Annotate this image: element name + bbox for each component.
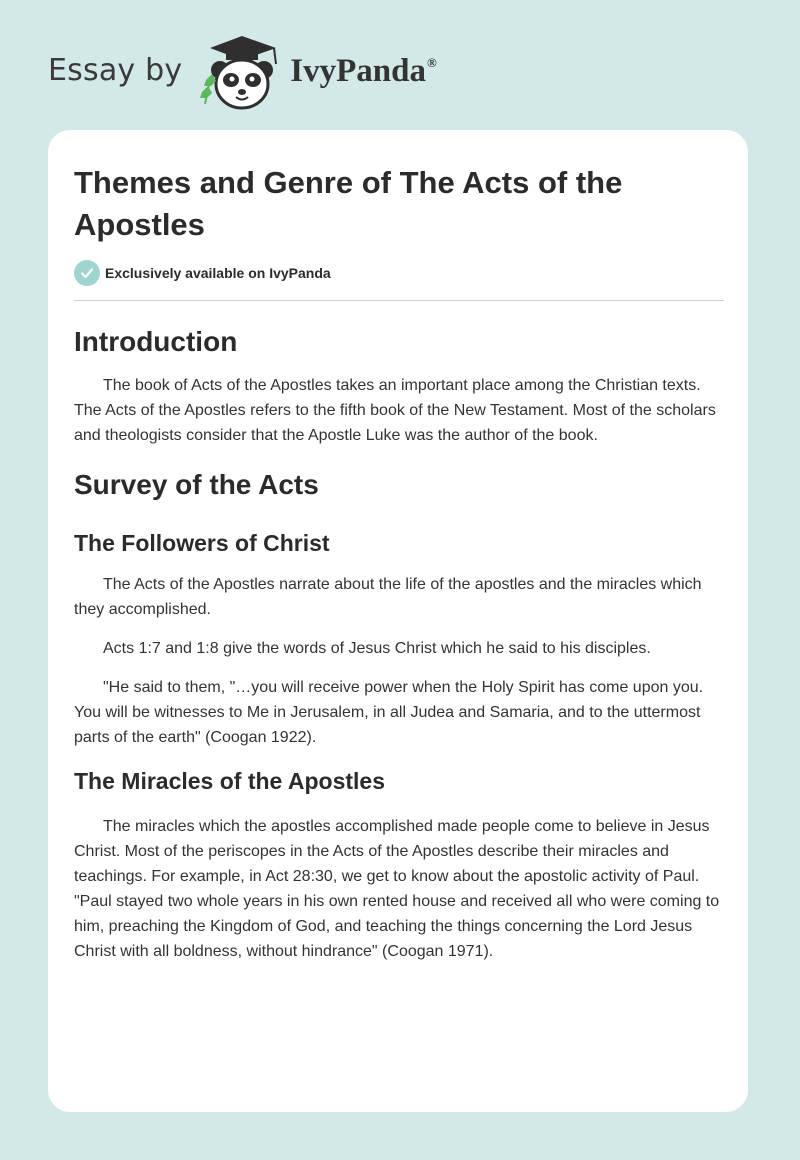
title-divider <box>74 300 724 301</box>
registered-mark: ® <box>427 54 437 70</box>
heading-followers: The Followers of Christ <box>74 530 330 556</box>
site-header <box>48 34 437 110</box>
exclusive-badge-label: Exclusively available on IvyPanda <box>105 265 331 281</box>
exclusive-badge <box>74 260 722 286</box>
paragraph-introduction: The book of Acts of the Apostles takes an important place among the Christian texts. The Acts of the Apostles refers to the fifth book of the New Testament. Most of the scholars and theologists consider that the Apostle Luke was the author of the book. <box>74 377 716 444</box>
brand-name[interactable]: IvyPanda® <box>290 52 437 89</box>
heading-survey: Survey of the Acts <box>74 469 319 500</box>
heading-miracles: The Miracles of the Apostles <box>74 768 385 794</box>
paragraph-miracles-1: The miracles which the apostles accomplished made people come to believe in Jesus Christ. Most of the periscopes in the Acts of the Apostles describe their miracles and teachings. For example, in Act 28:30, we get to know about the apostolic activity of Paul. "Paul stayed two whole years in his own rented house and received all who were coming to him, preaching the Kingdom of God, and teaching the things concerning the Lord Jesus Christ with all boldness, without hindrance" (Coogan 1971). <box>74 818 720 960</box>
essay-by-label: Essay by <box>48 52 183 88</box>
heading-introduction: Introduction <box>74 326 238 357</box>
essay-card <box>48 130 748 1112</box>
paragraph-followers-2: Acts 1:7 and 1:8 give the words of Jesus Christ which he said to his disciples. <box>103 640 651 657</box>
ivypanda-logo-icon[interactable] <box>196 34 288 110</box>
page-title: Themes and Genre of The Acts of the Apostles <box>74 165 623 242</box>
paragraph-followers-1: The Acts of the Apostles narrate about the life of the apostles and the miracles which they accomplished. <box>74 576 702 618</box>
check-icon <box>74 260 100 286</box>
paragraph-followers-3: "He said to them, "…you will receive power when the Holy Spirit has come upon you. You will be witnesses to Me in Jerusalem, in all Judea and Samaria, and to the uttermost parts of the earth" (Coogan 1922). <box>74 679 704 746</box>
